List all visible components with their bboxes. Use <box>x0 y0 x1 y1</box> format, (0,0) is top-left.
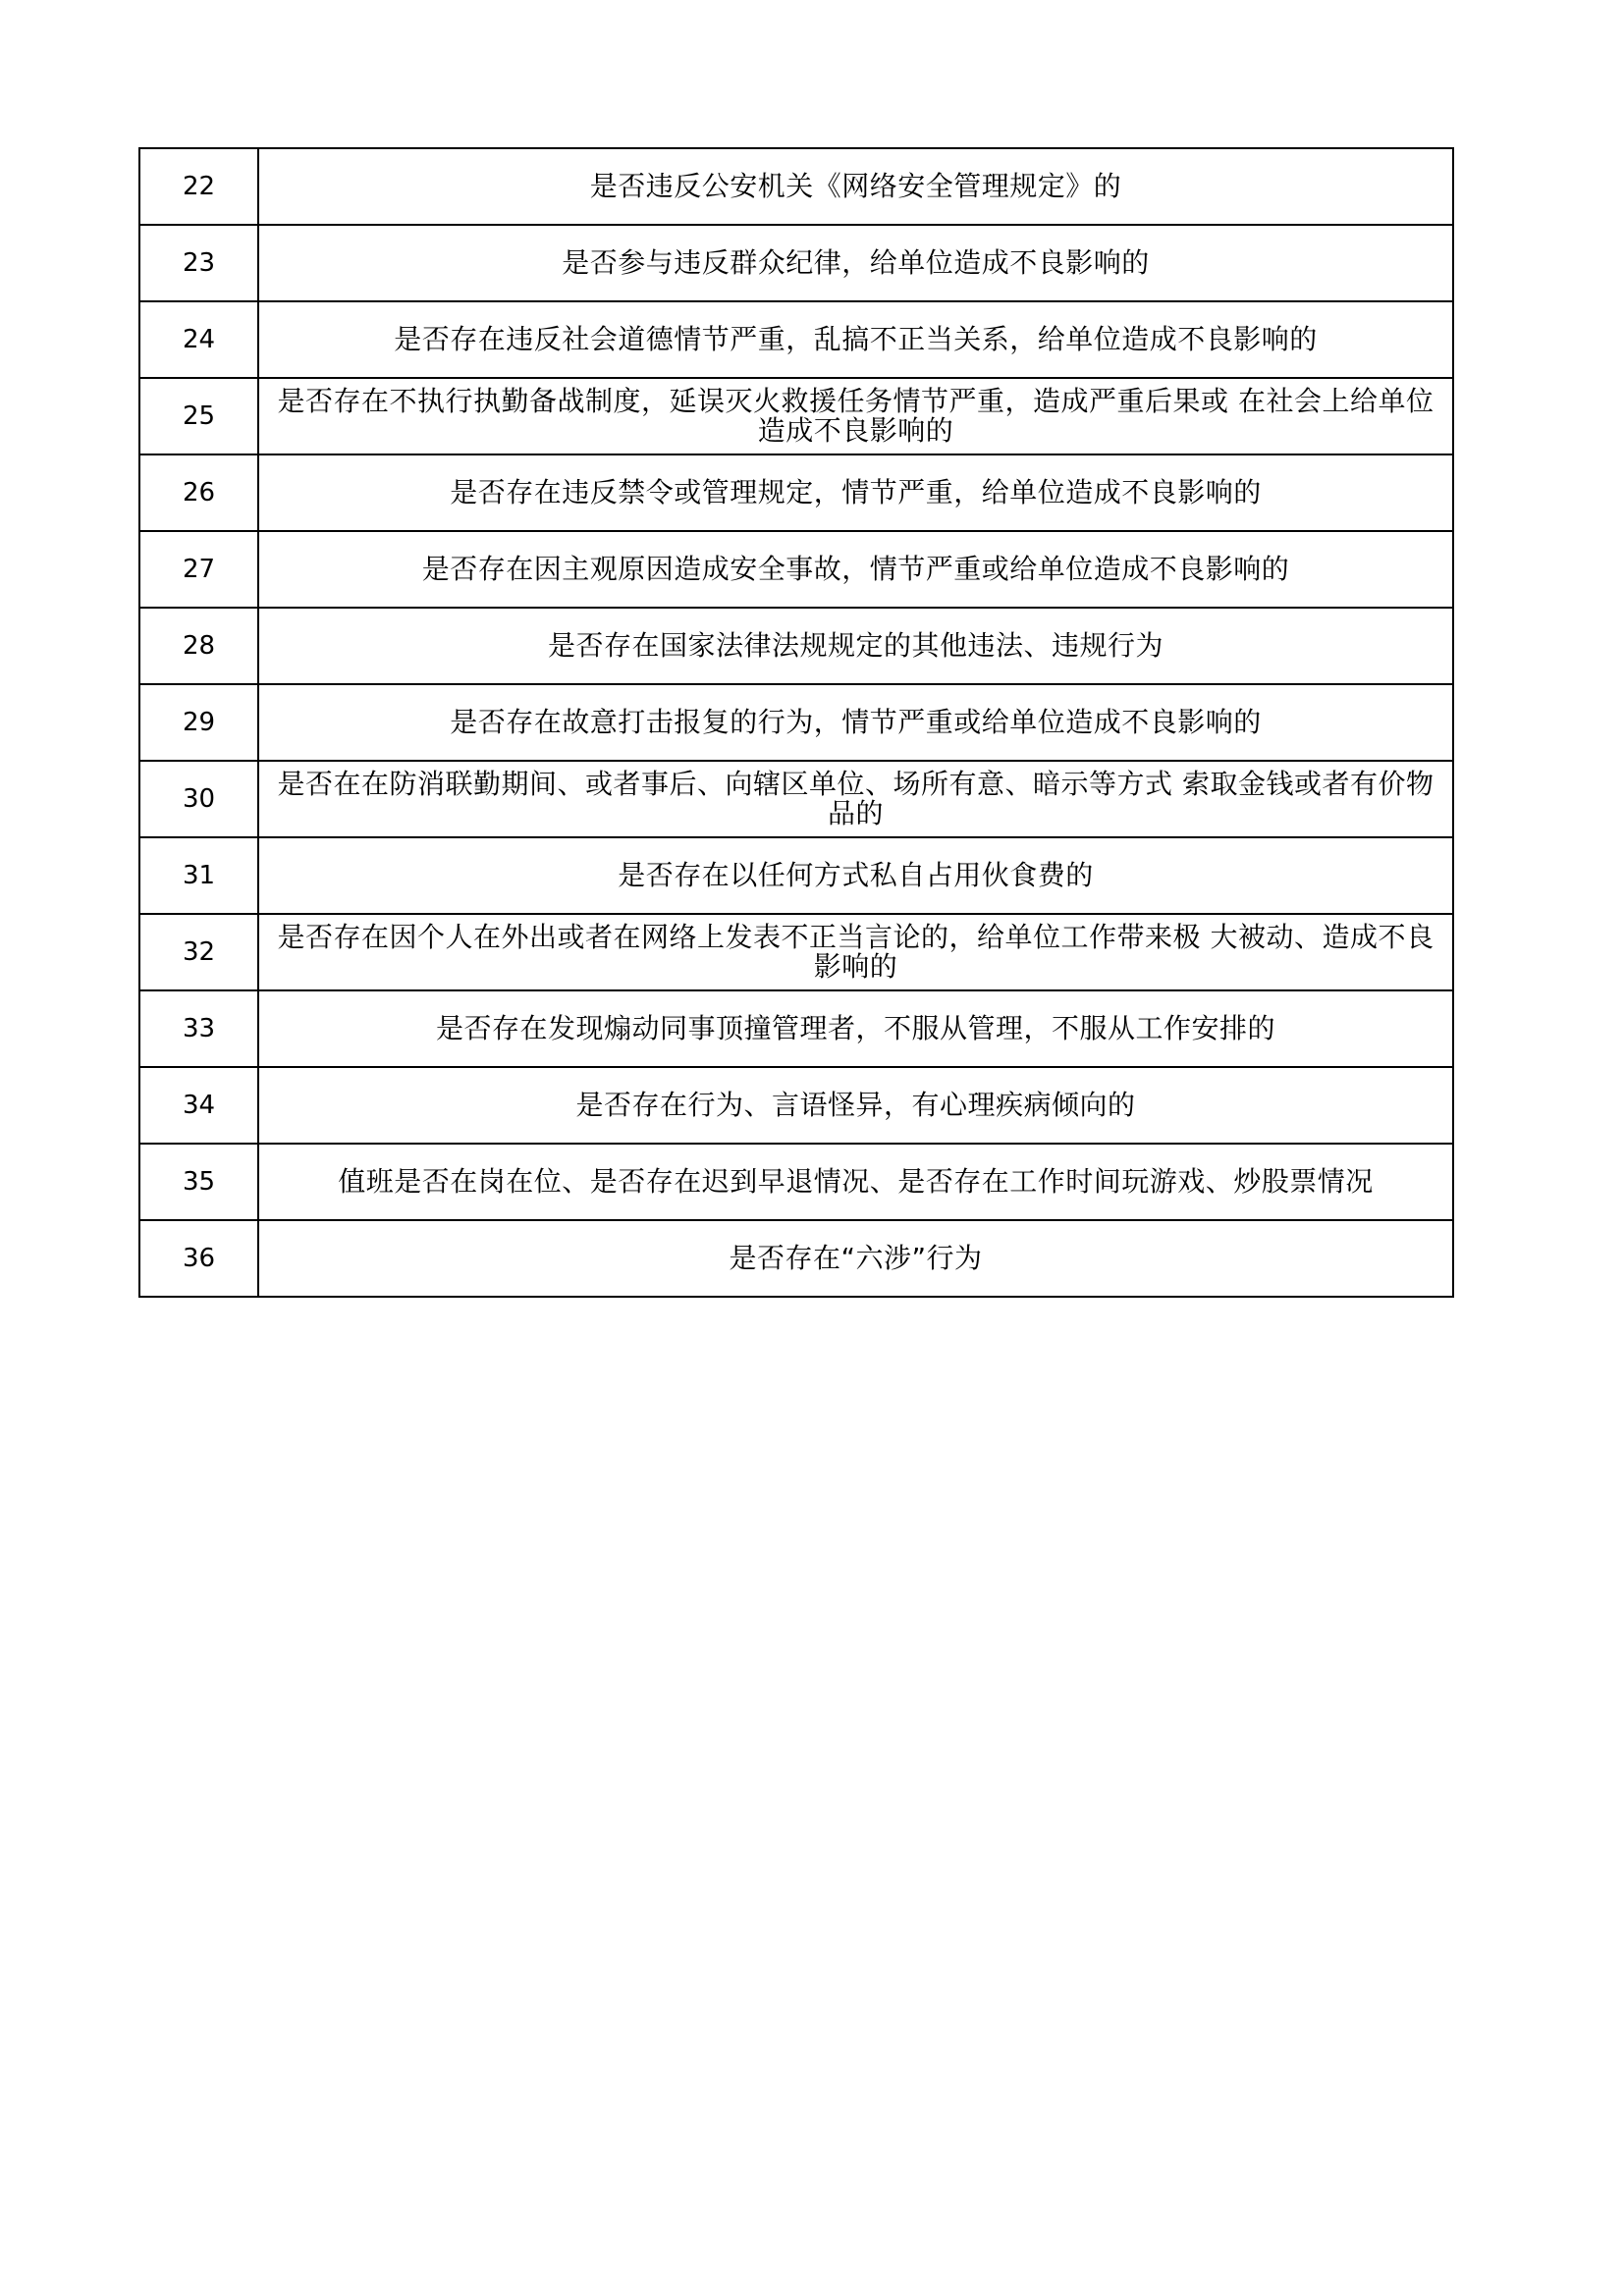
table-row <box>139 761 1453 837</box>
row-item-text: 是否存在因主观原因造成安全事故，情节严重或给单位造成不良影响的 <box>258 531 1453 608</box>
row-number: 22 <box>139 148 258 225</box>
row-item-text: 是否参与违反群众纪律，给单位造成不良影响的 <box>258 225 1453 301</box>
row-number: 24 <box>139 301 258 378</box>
row-item-text: 是否存在“六涉”行为 <box>258 1220 1453 1297</box>
row-number: 33 <box>139 990 258 1067</box>
table-row <box>139 301 1453 378</box>
table-row <box>139 1220 1453 1297</box>
row-number: 27 <box>139 531 258 608</box>
table-row <box>139 608 1453 684</box>
row-item-text: 是否存在以任何方式私自占用伙食费的 <box>258 837 1453 914</box>
row-item-text: 是否在在防消联勤期间、或者事后、向辖区单位、场所有意、暗示等方式 索取金钱或者有价物品的 <box>258 761 1453 837</box>
table-row <box>139 837 1453 914</box>
row-item-text: 是否存在国家法律法规规定的其他违法、违规行为 <box>258 608 1453 684</box>
table-body <box>139 148 1453 1297</box>
table-row <box>139 1067 1453 1144</box>
table-row <box>139 531 1453 608</box>
table-row <box>139 1144 1453 1220</box>
table-row <box>139 378 1453 454</box>
row-number: 30 <box>139 761 258 837</box>
row-number: 35 <box>139 1144 258 1220</box>
row-item-text: 值班是否在岗在位、是否存在迟到早退情况、是否存在工作时间玩游戏、炒股票情况 <box>258 1144 1453 1220</box>
row-number: 28 <box>139 608 258 684</box>
row-item-text: 是否存在不执行执勤备战制度，延误灭火救援任务情节严重，造成严重后果或 在社会上给单位造成不良影响的 <box>258 378 1453 454</box>
table-row <box>139 914 1453 990</box>
row-number: 23 <box>139 225 258 301</box>
row-item-text: 是否存在行为、言语怪异，有心理疾病倾向的 <box>258 1067 1453 1144</box>
row-number: 36 <box>139 1220 258 1297</box>
row-item-text: 是否存在违反社会道德情节严重，乱搞不正当关系，给单位造成不良影响的 <box>258 301 1453 378</box>
row-item-text: 是否违反公安机关《网络安全管理规定》的 <box>258 148 1453 225</box>
table-row <box>139 148 1453 225</box>
row-item-text: 是否存在发现煽动同事顶撞管理者，不服从管理，不服从工作安排的 <box>258 990 1453 1067</box>
table-row <box>139 225 1453 301</box>
inspection-table <box>138 147 1454 1298</box>
row-number: 32 <box>139 914 258 990</box>
row-number: 26 <box>139 454 258 531</box>
table-row <box>139 684 1453 761</box>
row-number: 31 <box>139 837 258 914</box>
row-item-text: 是否存在故意打击报复的行为，情节严重或给单位造成不良影响的 <box>258 684 1453 761</box>
table-row <box>139 990 1453 1067</box>
row-number: 34 <box>139 1067 258 1144</box>
table-row <box>139 454 1453 531</box>
row-number: 29 <box>139 684 258 761</box>
row-item-text: 是否存在因个人在外出或者在网络上发表不正当言论的，给单位工作带来极 大被动、造成不良影响的 <box>258 914 1453 990</box>
row-number: 25 <box>139 378 258 454</box>
row-item-text: 是否存在违反禁令或管理规定，情节严重，给单位造成不良影响的 <box>258 454 1453 531</box>
